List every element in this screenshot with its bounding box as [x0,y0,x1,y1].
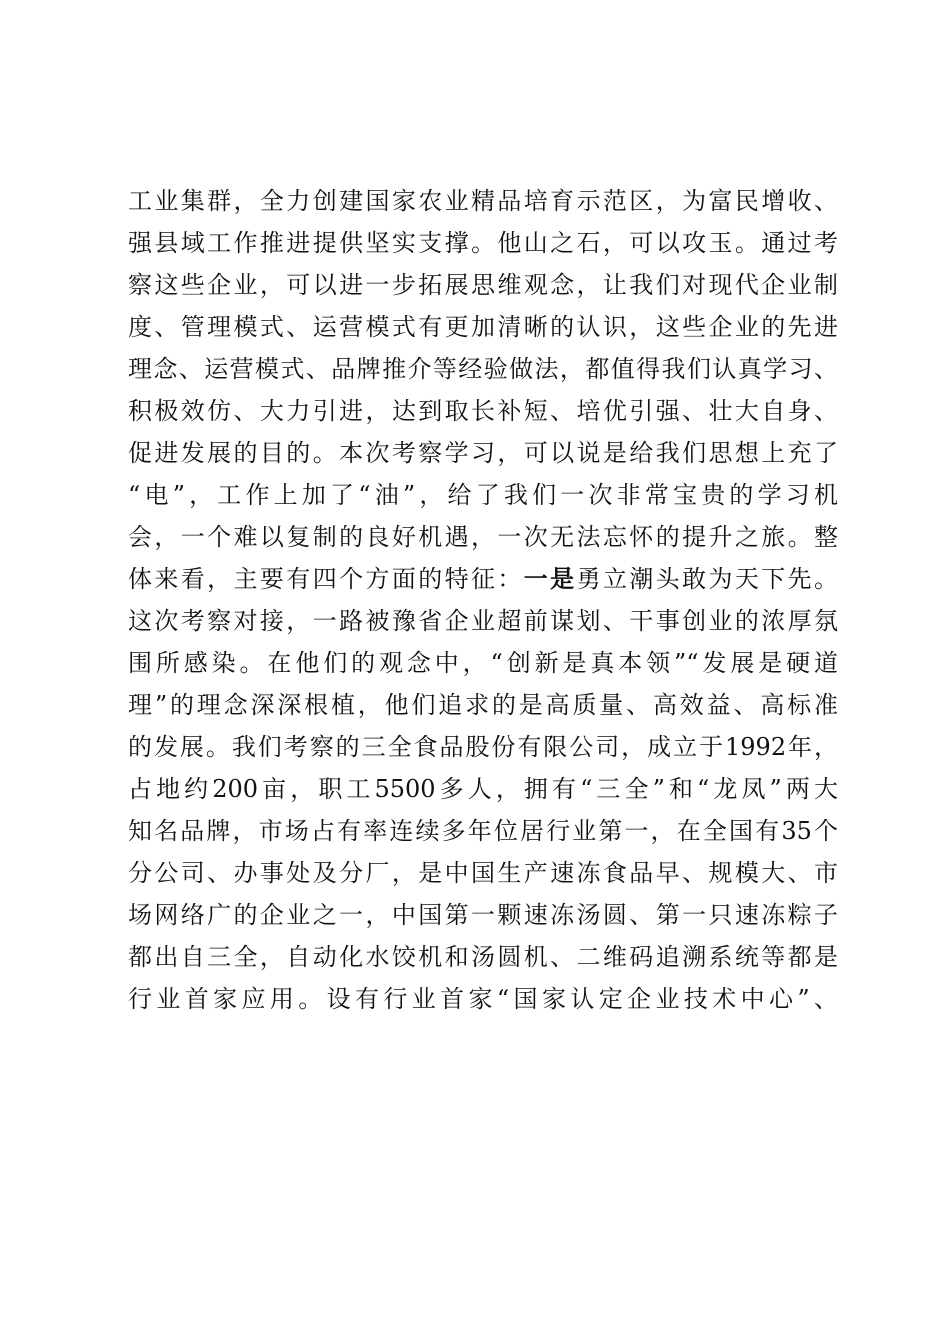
text-line: 知名品牌，市场占有率连续多年位居行业第一，在全国有35个 [128,817,838,845]
text-line: 这次考察对接，一路被豫省企业超前谋划、干事创业的浓厚氛 [128,607,838,635]
text-line: 强县域工作推进提供坚实支撑。他山之石，可以攻玉。通过考 [128,229,838,257]
text-line: 围所感染。在他们的观念中，“创新是真本领”“发展是硬道 [128,649,838,677]
text-line: “电”，工作上加了“油”，给了我们一次非常宝贵的学习机 [128,481,838,509]
text-line: 理”的理念深深根植，他们追求的是高质量、高效益、高标准 [128,691,838,719]
text-line: 会，一个难以复制的良好机遇，一次无法忘怀的提升之旅。整 [128,523,838,551]
text-line: 促进发展的目的。本次考察学习，可以说是给我们思想上充了 [128,439,838,467]
text-line: 理念、运营模式、品牌推介等经验做法，都值得我们认真学习、 [128,355,838,383]
bold-marker: 一是 [523,564,577,593]
line-segment: 体来看，主要有四个方面的特征： [128,565,524,593]
line-segment: 勇立潮头敢为天下先。 [576,565,838,593]
text-line: 行业首家应用。设有行业首家“国家认定企业技术中心”、 [128,985,838,1013]
text-line-with-bold [128,558,838,600]
text-line: 都出自三全，自动化水饺机和汤圆机、二维码追溯系统等都是 [128,943,838,971]
text-line: 积极效仿、大力引进，达到取长补短、培优引强、壮大自身、 [128,397,838,425]
text-line: 察这些企业，可以进一步拓展思维观念，让我们对现代企业制 [128,271,838,299]
text-line: 分公司、办事处及分厂，是中国生产速冻食品早、规模大、市 [128,859,838,887]
text-line: 工业集群，全力创建国家农业精品培育示范区，为富民增收、 [128,187,838,215]
text-line: 的发展。我们考察的三全食品股份有限公司，成立于1992年， [128,733,838,761]
text-line: 占地约200亩，职工5500多人，拥有“三全”和“龙凤”两大 [128,775,838,803]
text-line: 场网络广的企业之一，中国第一颗速冻汤圆、第一只速冻粽子 [128,901,838,929]
text-line: 度、管理模式、运营模式有更加清晰的认识，这些企业的先进 [128,313,838,341]
body-text [128,180,838,1020]
